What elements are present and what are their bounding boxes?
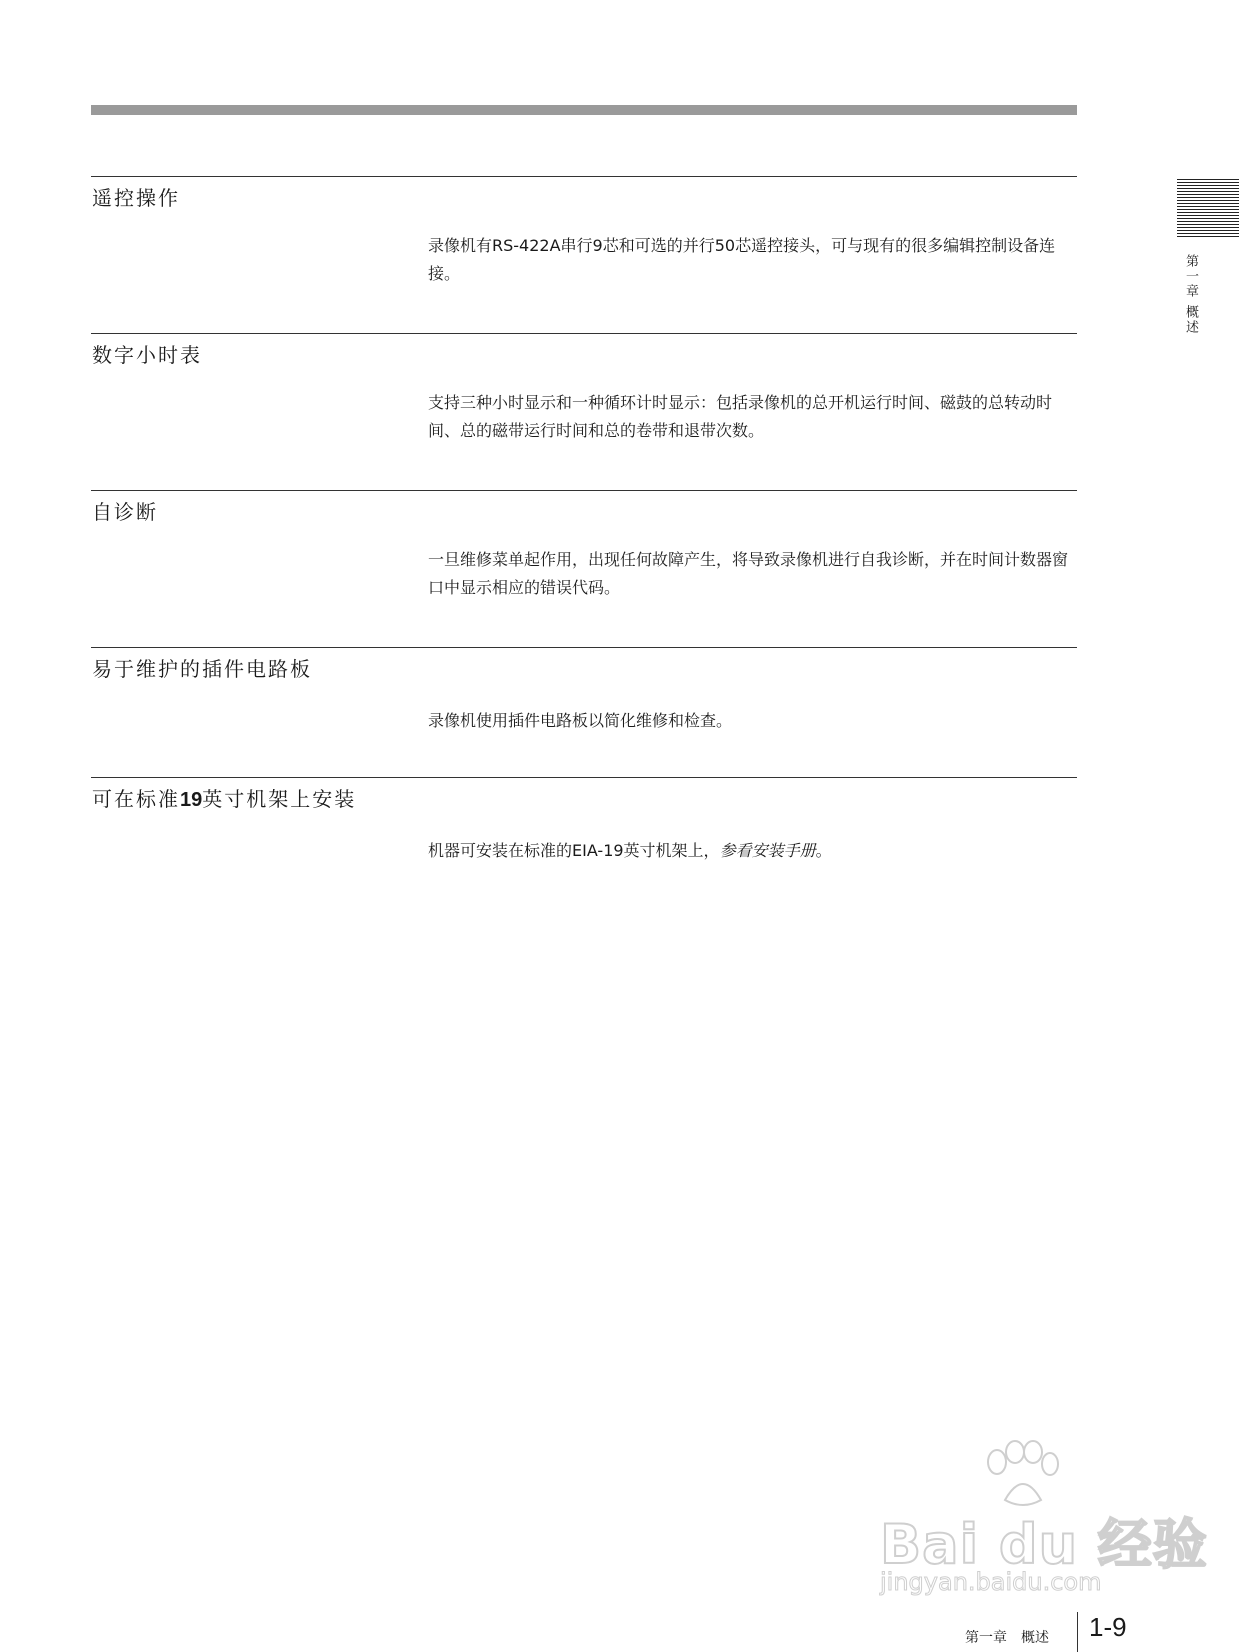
section-divider <box>91 333 1077 334</box>
page-number: 1-9 <box>1089 1612 1127 1642</box>
section-heading: 遥控操作 <box>92 186 180 210</box>
section-remote-control <box>91 176 1077 283</box>
watermark-brand: Bai du 经验 <box>880 1513 1208 1576</box>
chapter-tab-label: 第一章 概述 <box>1183 254 1198 336</box>
section-heading: 数字小时表 <box>92 343 202 367</box>
section-body <box>428 837 1078 865</box>
section-heading-part: 可在标准 <box>92 787 180 811</box>
section-divider <box>91 647 1077 648</box>
top-decorative-bar <box>91 105 1077 115</box>
section-plugin-boards <box>91 647 1077 730</box>
section-rack-mount <box>91 777 1077 860</box>
section-divider <box>91 777 1077 778</box>
section-digital-hour-meter <box>91 333 1077 440</box>
section-body: 支持三种小时显示和一种循环计时显示：包括录像机的总开机运行时间、磁鼓的总转动时间、总的磁带运行时间和总的卷带和退带次数。 <box>428 393 1053 440</box>
chapter-tab-stripes <box>1177 179 1239 238</box>
footer-chapter-label: 第一章 概述 <box>965 1630 1049 1646</box>
baidu-watermark <box>880 1440 1208 1596</box>
section-body: 录像机有RS-422A串行9芯和可选的并行50芯遥控接头，可与现有的很多编辑控制设备连接。 <box>428 236 1056 283</box>
manual-reference: 参看安装手册 <box>719 841 816 860</box>
section-divider <box>91 176 1077 177</box>
section-heading: 自诊断 <box>92 500 158 524</box>
section-heading-part: 英寸机架上安装 <box>202 787 357 811</box>
section-body: 录像机使用插件电路板以简化维修和检查。 <box>428 711 733 730</box>
section-body-text: 机器可安装在标准的EIA-19英寸机架上， <box>428 841 720 860</box>
paw-print-icon <box>975 1440 1065 1510</box>
section-heading <box>92 786 1077 813</box>
watermark-url: jingyan.baidu.com <box>880 1568 1102 1596</box>
footer-divider <box>1077 1612 1078 1652</box>
section-heading: 易于维护的插件电路板 <box>92 657 312 681</box>
section-heading-number: 19 <box>180 789 203 811</box>
section-self-diagnosis <box>91 490 1077 597</box>
section-body: 一旦维修菜单起作用，出现任何故障产生，将导致录像机进行自我诊断，并在时间计数器窗口中显示相应的错误代码。 <box>428 550 1069 597</box>
section-body-end: 。 <box>815 841 832 860</box>
section-divider <box>91 490 1077 491</box>
